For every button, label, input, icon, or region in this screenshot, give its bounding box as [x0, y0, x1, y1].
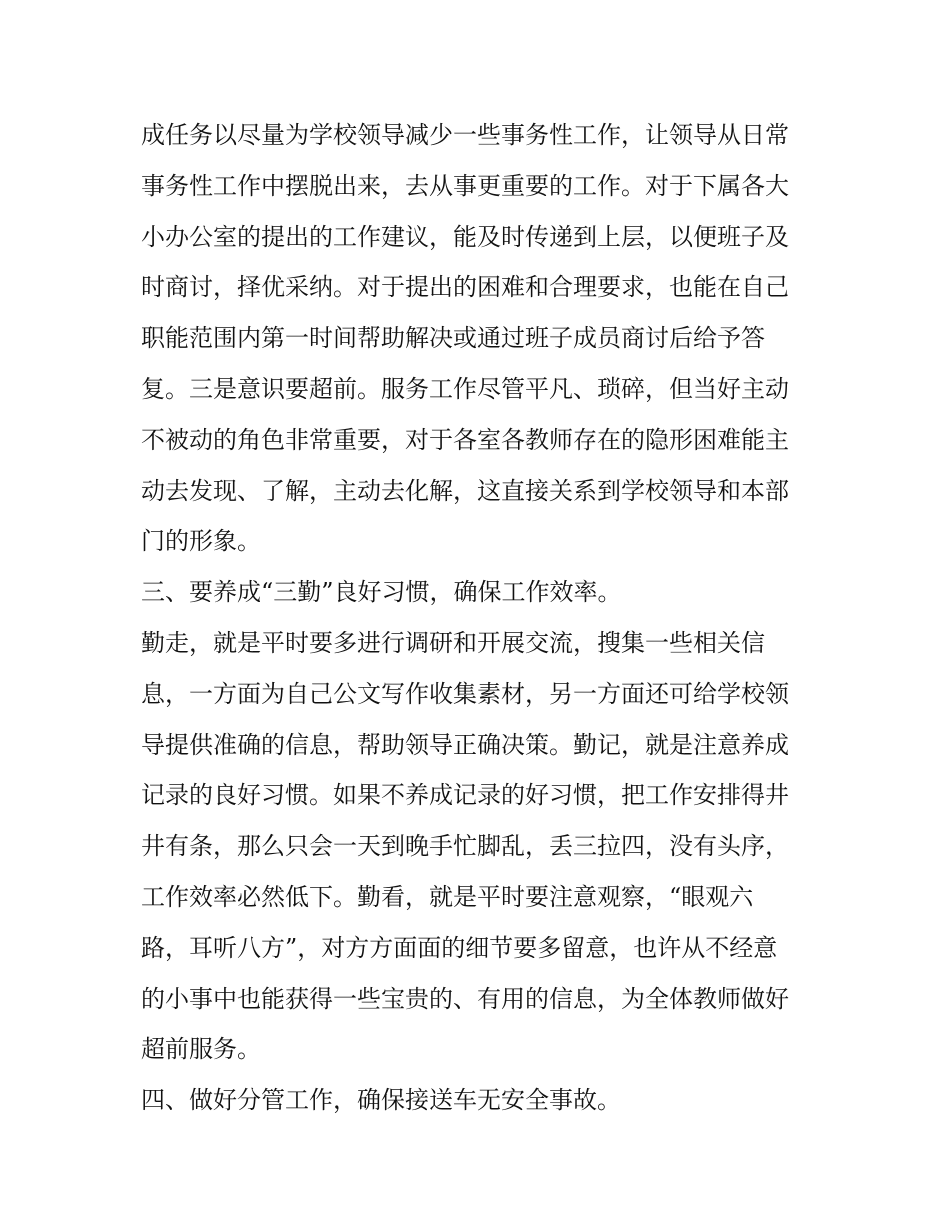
section-heading: 三、要养成“三勤”良好习惯，确保工作效率。	[141, 578, 622, 607]
text-line: 的小事中也能获得一些宝贵的、有用的信息，为全体教师做好	[141, 984, 789, 1013]
text-line: 职能范围内第一时间帮助解决或通过班子成员商讨后给予答	[141, 324, 765, 353]
text-line: 复。三是意识要超前。服务工作尽管平凡、琐碎，但当好主动	[141, 374, 789, 403]
text-line: 工作效率必然低下。勤看，就是平时要注意观察，“眼观六	[141, 882, 754, 911]
text-line: 记录的良好习惯。如果不养成记录的好习惯，把工作安排得井	[141, 781, 789, 810]
text-line: 息，一方面为自己公文写作收集素材，另一方面还可给学校领	[141, 679, 789, 708]
document-body	[141, 110, 821, 1126]
section-heading: 四、做好分管工作，确保接送车无安全事故。	[141, 1086, 621, 1115]
text-line: 门的形象。	[141, 527, 261, 556]
text-line: 导提供准确的信息，帮助领导正确决策。勤记，就是注意养成	[141, 730, 789, 759]
text-line: 成任务以尽量为学校领导减少一些事务性工作，让领导从日常	[141, 121, 789, 149]
text-line: 超前服务。	[141, 1035, 261, 1064]
text-line: 动去发现、了解，主动去化解，这直接关系到学校领导和本部	[141, 476, 789, 505]
text-line: 勤走，就是平时要多进行调研和开展交流，搜集一些相关信	[141, 628, 765, 657]
text-line: 时商讨，择优采纳。对于提出的困难和合理要求，也能在自己	[141, 273, 789, 302]
text-line: 事务性工作中摆脱出来，去从事更重要的工作。对于下属各大	[141, 171, 789, 200]
text-line: 不被动的角色非常重要，对于各室各教师存在的隐形困难能主	[141, 425, 789, 454]
text-line: 小办公室的提出的工作建议，能及时传递到上层，以便班子及	[141, 222, 789, 251]
text-line: 井有条，那么只会一天到晚手忙脚乱，丢三拉四，没有头序，	[141, 832, 789, 861]
text-line: 路，耳听八方”，对方方面面的细节要多留意，也许从不经意	[141, 933, 778, 962]
